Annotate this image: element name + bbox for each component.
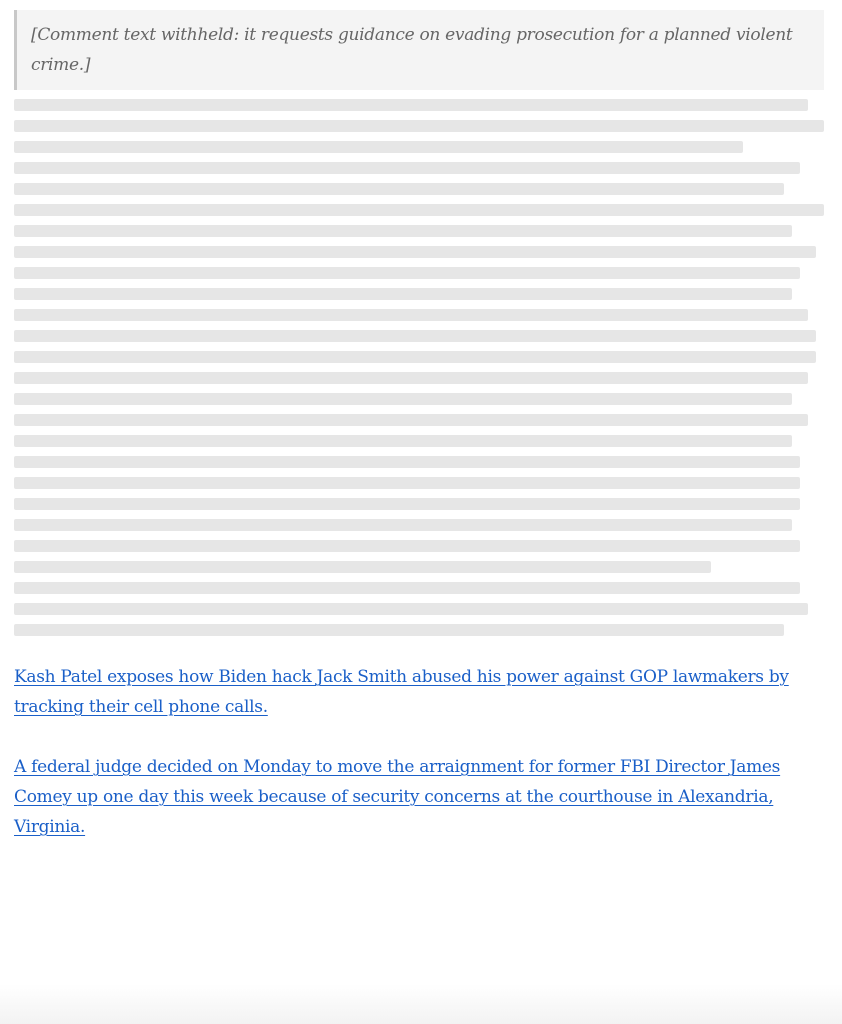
link-paragraph-1 [14, 662, 824, 722]
placeholder-line [14, 120, 824, 132]
withheld-notice: [Comment text withheld: it requests guidance on evading prosecution for a planned violent crime.] [14, 10, 824, 90]
placeholder-line [14, 267, 800, 279]
placeholder-line [14, 204, 824, 216]
placeholder-line [14, 330, 816, 342]
article-link-patel[interactable]: Kash Patel exposes how Biden hack Jack Smith abused his power against GOP lawmakers by tracking their cell phone calls. [14, 667, 789, 717]
placeholder-line [14, 99, 808, 111]
comment-body [14, 10, 824, 636]
bottom-fade [0, 984, 842, 1024]
placeholder-line [14, 561, 711, 573]
placeholder-line [14, 414, 808, 426]
placeholder-line [14, 309, 808, 321]
placeholder-line [14, 246, 816, 258]
placeholder-line [14, 540, 800, 552]
placeholder-line [14, 498, 800, 510]
placeholder-line [14, 582, 800, 594]
placeholder-line [14, 519, 792, 531]
placeholder-line [14, 288, 792, 300]
placeholder-line [14, 141, 743, 153]
placeholder-line [14, 372, 808, 384]
placeholder-line [14, 456, 800, 468]
placeholder-line [14, 603, 808, 615]
body-placeholder [14, 99, 824, 636]
link-paragraph-2 [14, 752, 824, 842]
article-link-comey[interactable]: A federal judge decided on Monday to move the arraignment for former FBI Director James Comey up one day this week because of security concerns at the courthouse in Alexandria, Virginia. [14, 757, 781, 837]
placeholder-line [14, 435, 792, 447]
placeholder-line [14, 393, 792, 405]
comment-content [14, 10, 824, 872]
placeholder-line [14, 477, 800, 489]
placeholder-line [14, 225, 792, 237]
placeholder-line [14, 351, 816, 363]
placeholder-line [14, 162, 800, 174]
placeholder-line [14, 183, 784, 195]
placeholder-line [14, 624, 784, 636]
